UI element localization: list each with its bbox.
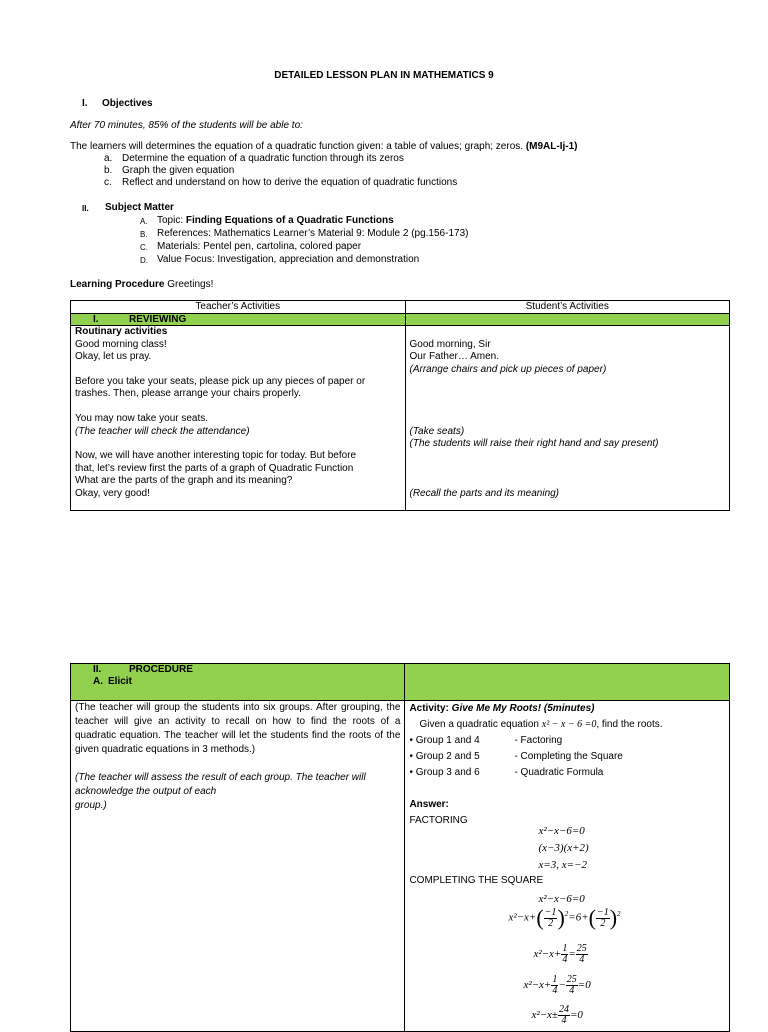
group-method: - Completing the Square — [514, 751, 623, 762]
reviewing-table — [70, 300, 730, 511]
subject-item-d — [157, 254, 419, 266]
activity-label: Activity: — [409, 703, 449, 714]
denominator: 4 — [552, 985, 558, 996]
spacer — [410, 326, 726, 338]
subject-item-b — [157, 228, 468, 240]
subject-item-c — [157, 241, 361, 253]
paren-open: ( — [536, 905, 544, 931]
factoring-equation-2: (x−3)(x+2) — [538, 842, 589, 854]
teacher-activities-header: Teacher’s Activities — [71, 301, 406, 314]
cs-term: x²−x+ — [508, 911, 537, 924]
group-method: - Quadratic Formula — [514, 767, 604, 778]
denominator: 2 — [600, 917, 606, 929]
completing-label: COMPLETING THE SQUARE — [409, 875, 544, 886]
spacer — [410, 376, 726, 426]
table-body-row — [71, 701, 730, 1032]
teacher-line: acknowledge the output of each — [75, 786, 217, 797]
subject-item-b-label: References: — [157, 228, 211, 239]
activity-instruction — [409, 717, 725, 733]
objectives-statement — [70, 141, 578, 153]
teacher-line: Good morning class! — [75, 338, 167, 350]
procedure-title-line — [75, 664, 400, 676]
cs-term: x²−x+ — [533, 948, 562, 961]
subject-item-a-marker: A. — [140, 217, 148, 226]
student-line: (Recall the parts and its meaning) — [409, 487, 560, 499]
numerator: 25 — [566, 974, 577, 985]
paren-open: ( — [588, 905, 596, 931]
section-title: PROCEDURE — [129, 664, 193, 675]
section-numeral: II. — [93, 664, 102, 675]
section-title-procedure — [71, 664, 405, 701]
cs-term: =6+ — [568, 911, 589, 924]
cs-equation-1: x²−x−6=0 — [538, 893, 585, 905]
teacher-line: (The teacher will assess the result of each group. The teacher will — [75, 772, 366, 783]
instruction-pre: Given a quadratic equation — [419, 719, 539, 730]
numerator: 1 — [552, 974, 558, 985]
fraction — [596, 908, 610, 929]
denominator: 4 — [561, 1015, 567, 1026]
objective-item-a: Determine the equation of a quadratic function through its zeros — [122, 153, 404, 164]
denominator: 4 — [562, 954, 568, 965]
objective-item-c-marker: c. — [104, 177, 112, 188]
subject-item-c-marker: C. — [140, 243, 148, 252]
subject-item-c-value: Pentel pen, cartolina, colored paper — [203, 241, 362, 252]
instruction-post: , find the roots. — [596, 719, 663, 730]
objective-item-b-marker: b. — [104, 165, 113, 176]
subject-item-b-value: Mathematics Learner’s Material 9: Module 2 (pg.156-173) — [213, 228, 469, 239]
denominator: 2 — [548, 917, 554, 929]
cs-equation-4 — [523, 975, 590, 996]
spacer — [75, 364, 401, 376]
cs-term: x²−x+ — [523, 979, 552, 992]
cs-term: x²−x± — [531, 1009, 558, 1022]
objectives-numeral: I. — [82, 98, 88, 109]
instruction-equation: x² − x − 6 =0 — [541, 719, 597, 730]
teacher-line: Now, we will have another interesting topic for today. But before — [75, 450, 357, 462]
learning-procedure-text: Greetings! — [167, 279, 214, 290]
student-line: (Arrange chairs and pick up pieces of paper) — [409, 363, 607, 375]
subject-item-a-label: Topic: — [157, 215, 184, 226]
table-header-row — [71, 301, 730, 314]
subject-item-c-label: Materials: — [157, 241, 201, 252]
numerator: −1 — [544, 906, 557, 918]
teacher-line: Okay, let us pray. — [75, 351, 152, 363]
objectives-heading: Objectives — [102, 98, 153, 109]
learning-procedure-label: Learning Procedure — [70, 279, 165, 290]
teacher-line: group.) — [75, 800, 107, 811]
group-name: Group 1 and 4 — [415, 735, 480, 746]
procedure-table — [70, 663, 730, 1032]
answer-label: Answer: — [409, 799, 449, 810]
spacer — [75, 401, 401, 413]
cs-term: = — [568, 948, 576, 961]
group-item: • Group 1 and 4 - Factoring — [409, 735, 563, 746]
factoring-equation-3: x=3, x=−2 — [538, 859, 587, 871]
teacher-line: Before you take your seats, please pick up any pieces of paper or — [75, 376, 366, 388]
cs-term: =0 — [569, 1009, 583, 1022]
cs-equation-2: x²−x+( $\frac{-1}{2}$ )$^2$=6+( $\frac{-1}{2}$ )$^2$ — [508, 905, 621, 931]
group-item: • Group 3 and 6 - Quadratic Formula — [409, 767, 604, 778]
cs-equation-5 — [531, 1005, 582, 1026]
student-line: Our Father… Amen. — [409, 351, 499, 363]
fraction — [576, 944, 588, 965]
subject-item-d-marker: D. — [140, 256, 148, 265]
student-line: (The students will raise their right hand and say present) — [409, 438, 659, 450]
numerator: −1 — [596, 906, 609, 918]
competency-code: (M9AL-Ij-1) — [525, 141, 578, 152]
numerator: 25 — [576, 943, 587, 954]
objective-item-a-marker: a. — [104, 153, 113, 164]
objective-item-b: Graph the given equation — [122, 165, 235, 176]
teacher-line: You may now take your seats. — [75, 413, 209, 425]
numerator: 1 — [562, 943, 568, 954]
routinary-heading: Routinary activities — [75, 326, 168, 338]
student-activities-cell — [405, 701, 730, 1032]
spacer — [75, 438, 401, 450]
fraction — [558, 1005, 570, 1026]
activity-name: Give Me My Roots! (5minutes) — [451, 703, 595, 714]
group-method: - Factoring — [514, 735, 563, 746]
section-row-procedure — [71, 664, 730, 701]
section-numeral: I. — [93, 314, 99, 326]
section-row-reviewing — [71, 314, 730, 326]
teacher-line: trashes. Then, please arrange your chairs properly. — [75, 388, 301, 400]
factoring-equation-1: x²−x−6=0 — [538, 825, 585, 837]
learning-procedure — [70, 279, 213, 291]
subject-item-d-label: Value Focus: — [157, 254, 215, 265]
paren-close: ) — [557, 905, 565, 931]
cs-equation-3 — [533, 944, 587, 965]
teacher-line: (The teacher will check the attendance) — [75, 425, 250, 437]
numerator: 24 — [558, 1004, 569, 1015]
cs-term: − — [558, 979, 566, 992]
student-line: Good morning, Sir — [409, 338, 491, 350]
group-item: • Group 2 and 5 - Completing the Square — [409, 751, 623, 762]
teacher-activities-cell — [71, 326, 406, 511]
objectives-intro: After 70 minutes, 85% of the students will be able to: — [70, 120, 303, 131]
spacer — [410, 450, 726, 487]
cs-term: =0 — [577, 979, 591, 992]
factoring-label: FACTORING — [409, 815, 468, 826]
subject-item-b-marker: B. — [140, 230, 148, 239]
student-activities-header: Student’s Activities — [405, 301, 730, 314]
student-line: (Take seats) — [409, 425, 465, 437]
sub-marker: A. — [93, 676, 103, 688]
teacher-activities-cell — [71, 701, 405, 1032]
objectives-statement-text: The learners will determines the equation of a quadratic function given: a table of values; graph; zeros. — [70, 141, 524, 152]
subject-item-d-value: Investigation, appreciation and demonstration — [217, 254, 420, 265]
fraction — [544, 908, 558, 929]
section-title-reviewing — [71, 314, 406, 326]
section-title: REVIEWING — [129, 314, 187, 326]
denominator: 4 — [579, 954, 585, 965]
teacher-line: Okay, very good! — [75, 487, 150, 499]
spacer — [75, 757, 400, 771]
subject-matter-heading: Subject Matter — [105, 202, 174, 213]
sub-title: Elicit — [108, 676, 132, 688]
group-name: Group 2 and 5 — [415, 751, 480, 762]
subject-matter-numeral: II. — [82, 204, 89, 213]
fraction — [566, 975, 578, 996]
spacer — [409, 781, 725, 797]
elicit-title-line — [75, 676, 400, 688]
group-name: Group 3 and 6 — [415, 767, 480, 778]
denominator: 4 — [569, 985, 575, 996]
subject-item-a-value: Finding Equations of a Quadratic Functions — [185, 215, 394, 226]
teacher-line: that, let’s review first the parts of a graph of Quadratic Function — [75, 462, 354, 474]
table-body-row — [71, 326, 730, 511]
paren-close: ) — [609, 905, 618, 931]
section-row-empty — [405, 314, 730, 326]
section-row-empty — [405, 664, 730, 701]
objective-item-c: Reflect and understand on how to derive the equation of quadratic functions — [122, 177, 458, 188]
student-activities-cell — [405, 326, 730, 511]
subject-item-a — [157, 215, 394, 227]
activity-title — [409, 701, 725, 717]
document-title: DETAILED LESSON PLAN IN MATHEMATICS 9 — [274, 70, 494, 81]
teacher-paragraph: (The teacher will group the students into six groups. After grouping, the teacher will give an activity to recall on how to find the roots of a quadratic equation. The teacher will let the students find the roots of the given quadratic equations in 3 methods.) — [75, 702, 401, 755]
teacher-line: What are the parts of the graph and its meaning? — [75, 475, 293, 487]
